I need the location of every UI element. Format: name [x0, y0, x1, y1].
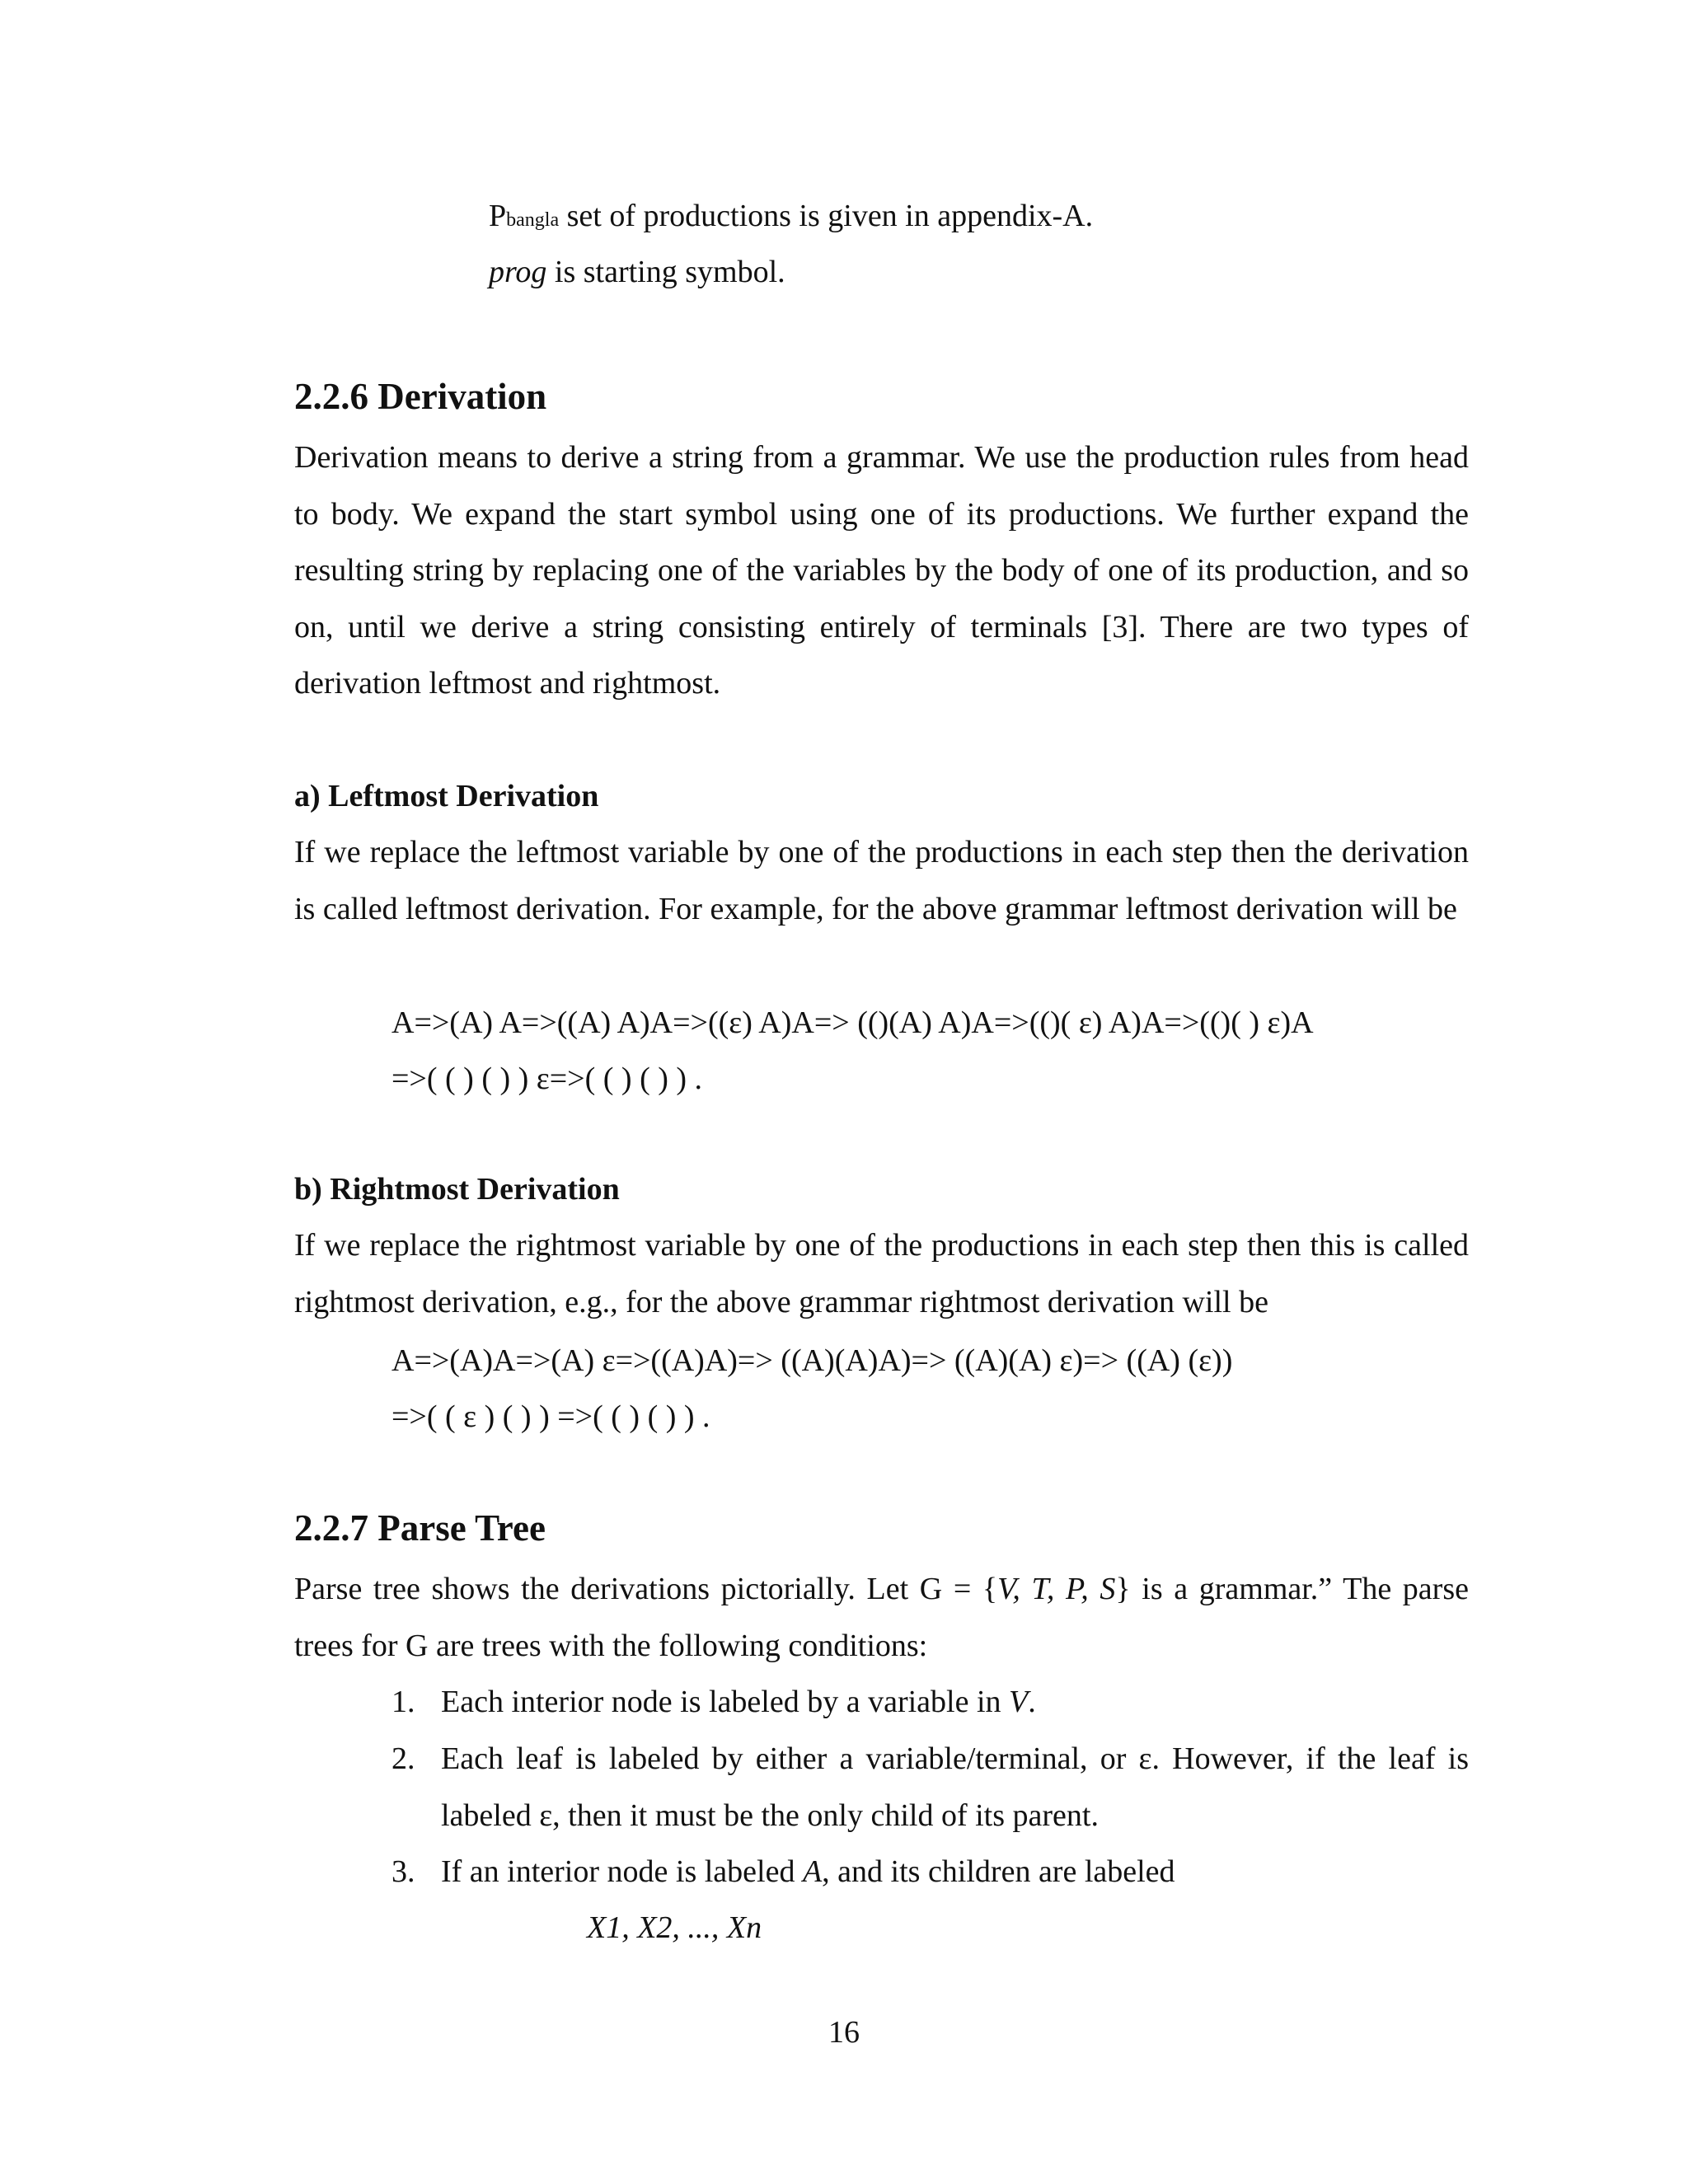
parse-tree-text-start: Parse tree shows the derivations pictorially. Let G = {	[294, 1572, 998, 1606]
leftmost-derivation-line-2: =>( ( ) ( ) ) ε=>( ( ) ( ) ) .	[392, 1062, 703, 1096]
list-text-after: , and its children are labeled	[822, 1854, 1175, 1889]
p-subscript: bangla	[506, 209, 560, 231]
leftmost-paragraph: If we replace the leftmost variable by one of the productions in each step then the derivation is called leftmost derivation. For example, for the above grammar leftmost derivation will be	[294, 835, 1469, 926]
page-number: 16	[828, 2015, 860, 2050]
start-symbol-text: is starting symbol.	[546, 255, 785, 289]
list-text-after: .	[1028, 1685, 1036, 1719]
list-number: 1.	[392, 1685, 415, 1719]
rightmost-paragraph: If we replace the rightmost variable by one of the productions in each step then this is called rightmost derivation, e.g., for the above grammar rightmost derivation will be	[294, 1228, 1469, 1319]
parse-tree-text-end: } is a grammar.” The parse trees for G are trees with the following conditions:	[294, 1572, 1469, 1663]
section-heading-derivation: 2.2.6 Derivation	[294, 376, 547, 417]
list-text: Each leaf is labeled by either a variable/terminal, or ε. However, if the leaf is labeled ε, then it must be the only child of its parent.	[441, 1741, 1469, 1833]
p-symbol: P	[489, 199, 507, 233]
list-item	[392, 1674, 1469, 1731]
rightmost-derivation-line-1: A=>(A)A=>(A) ε=>((A)A)=> ((A)(A)A)=> ((A)(A) ε)=> ((A) (ε))	[392, 1343, 1233, 1378]
subheading-rightmost: b) Rightmost Derivation	[294, 1172, 620, 1207]
derivation-paragraph: Derivation means to derive a string from a grammar. We use the production rules from head to body. We expand the start symbol using one of its productions. We further expand the resulting string by replacing one of the variables by the body of one of its production, and so on, until we derive a string consisting entirely of terminals [3]. There are two types of derivation leftmost and rightmost.	[294, 440, 1469, 701]
parse-tree-paragraph	[294, 1561, 1469, 1674]
list-item	[392, 1844, 1469, 1900]
productions-text: set of productions is given in appendix-A.	[559, 199, 1094, 233]
list-italic: A	[802, 1854, 823, 1889]
list-text: If an interior node is labeled	[441, 1854, 803, 1889]
start-symbol-line	[489, 252, 785, 292]
list-number: 2.	[392, 1741, 415, 1776]
section-heading-parse-tree: 2.2.7 Parse Tree	[294, 1507, 546, 1549]
children-labels: X1, X2, ..., Xn	[587, 1910, 762, 1945]
rightmost-derivation-line-2: =>( ( ε ) ( ) ) =>( ( ) ( ) ) .	[392, 1399, 710, 1434]
productions-line	[489, 196, 1093, 240]
list-italic: V	[1009, 1685, 1029, 1719]
list-item	[392, 1731, 1469, 1844]
start-symbol: prog	[489, 255, 547, 289]
subheading-leftmost: a) Leftmost Derivation	[294, 779, 599, 813]
list-number: 3.	[392, 1854, 415, 1889]
grammar-components: V, T, P, S	[997, 1572, 1116, 1606]
leftmost-derivation-line-1: A=>(A) A=>((A) A)A=>((ε) A)A=> (()(A) A)A=>(()( ε) A)A=>(()( ) ε)A	[392, 1005, 1314, 1040]
list-text: Each interior node is labeled by a variable in	[441, 1685, 1010, 1719]
